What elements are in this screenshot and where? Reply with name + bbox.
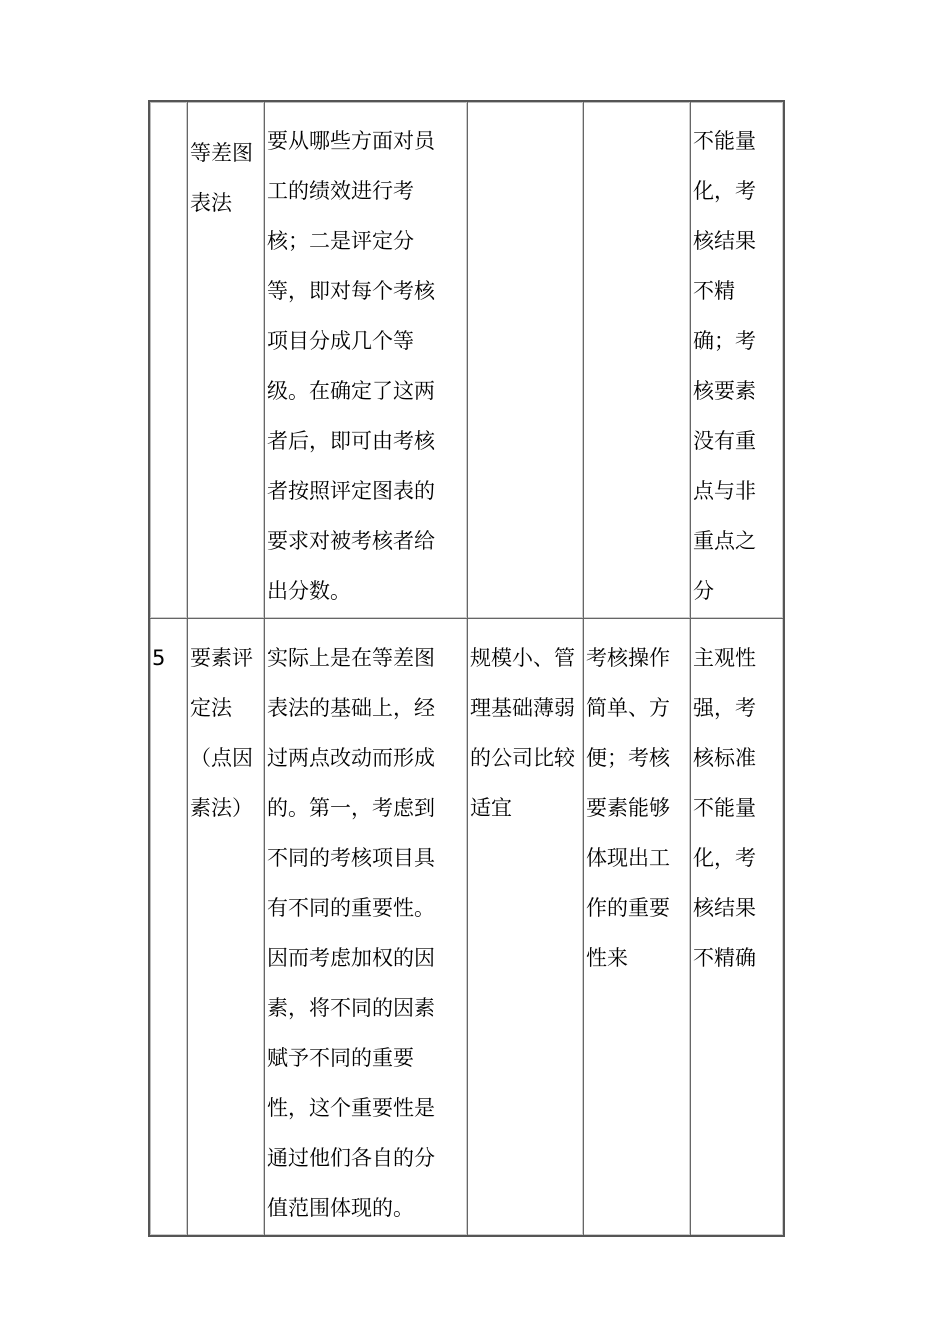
- cell-text: 点与非: [693, 479, 756, 503]
- cell-text: 不精确: [693, 946, 756, 970]
- cell-text: 重点之: [693, 529, 756, 553]
- cell-text: 等，即对每个考核: [267, 279, 435, 303]
- cell-text: 要从哪些方面对员: [267, 129, 435, 153]
- cell-text: 适宜: [470, 796, 512, 820]
- cell-text: 核结果: [693, 896, 756, 920]
- method-name-cell: [188, 619, 265, 1235]
- table-row: [150, 619, 783, 1235]
- cell-text: 规模小、管: [470, 646, 575, 670]
- cell-text: 性，这个重要性是: [267, 1096, 435, 1120]
- cell-text: 要素能够: [586, 796, 670, 820]
- cell-text: 过两点改动而形成: [267, 746, 435, 770]
- cell-text: 出分数。: [267, 579, 351, 603]
- cell-text: 通过他们各自的分: [267, 1146, 435, 1170]
- cell-text: 核结果: [693, 229, 756, 253]
- cell-text: 便；考核: [586, 746, 670, 770]
- cell-text: 者按照评定图表的: [267, 479, 435, 503]
- cell-text: 工的绩效进行考: [267, 179, 414, 203]
- cell-text: 的公司比较: [470, 746, 575, 770]
- cell-text: 作的重要: [586, 896, 670, 920]
- table-row: [150, 102, 783, 619]
- cell-text: 考核操作: [586, 646, 670, 670]
- cell-text: 赋予不同的重要: [267, 1046, 414, 1070]
- cell-text: 值范围体现的。: [267, 1196, 414, 1220]
- cell-text: 强，考: [693, 696, 756, 720]
- cell-text: 没有重: [693, 429, 756, 453]
- advantages-cell: [584, 619, 691, 1235]
- cell-text: 5: [152, 646, 166, 670]
- cell-text: 定法: [190, 696, 232, 720]
- description-cell: [265, 619, 468, 1235]
- cell-text: 理基础薄弱: [470, 696, 575, 720]
- cell-text: （点因: [190, 746, 253, 770]
- applicable-cell: [468, 619, 584, 1235]
- cell-text: 核；二是评定分: [267, 229, 414, 253]
- cell-text: 化，考: [693, 846, 756, 870]
- cell-text: 化，考: [693, 179, 756, 203]
- cell-text: 体现出工: [586, 846, 670, 870]
- advantages-cell: [584, 102, 691, 619]
- cell-text: 因而考虑加权的因: [267, 946, 435, 970]
- cell-text: 项目分成几个等: [267, 329, 414, 353]
- cell-text: 性来: [586, 946, 628, 970]
- cell-text: 者后，即可由考核: [267, 429, 435, 453]
- disadvantages-cell: [691, 102, 783, 619]
- cell-text: 表法: [190, 191, 232, 215]
- cell-text: 主观性: [693, 646, 756, 670]
- cell-text: 分: [693, 579, 714, 603]
- method-comparison-table: [148, 100, 785, 1237]
- cell-text: 要求对被考核者给: [267, 529, 435, 553]
- cell-text: 等差图: [190, 141, 253, 165]
- cell-text: 不能量: [693, 796, 756, 820]
- cell-text: 不精: [693, 279, 735, 303]
- index-cell: [150, 102, 188, 619]
- description-cell: [265, 102, 468, 619]
- index-cell: [150, 619, 188, 1235]
- cell-text: 核要素: [693, 379, 756, 403]
- cell-text: 的。第一，考虑到: [267, 796, 435, 820]
- cell-text: 素法）: [190, 796, 253, 820]
- disadvantages-cell: [691, 619, 783, 1235]
- cell-text: 确；考: [693, 329, 756, 353]
- cell-text: 实际上是在等差图: [267, 646, 435, 670]
- cell-text: 不能量: [693, 129, 756, 153]
- cell-text: 简单、方: [586, 696, 670, 720]
- cell-text: 有不同的重要性。: [267, 896, 435, 920]
- cell-text: 级。在确定了这两: [267, 379, 435, 403]
- cell-text: 不同的考核项目具: [267, 846, 435, 870]
- cell-text: 核标准: [693, 746, 756, 770]
- cell-text: 素，将不同的因素: [267, 996, 435, 1020]
- cell-text: 表法的基础上，经: [267, 696, 435, 720]
- method-name-cell: [188, 102, 265, 619]
- applicable-cell: [468, 102, 584, 619]
- cell-text: 要素评: [190, 646, 253, 670]
